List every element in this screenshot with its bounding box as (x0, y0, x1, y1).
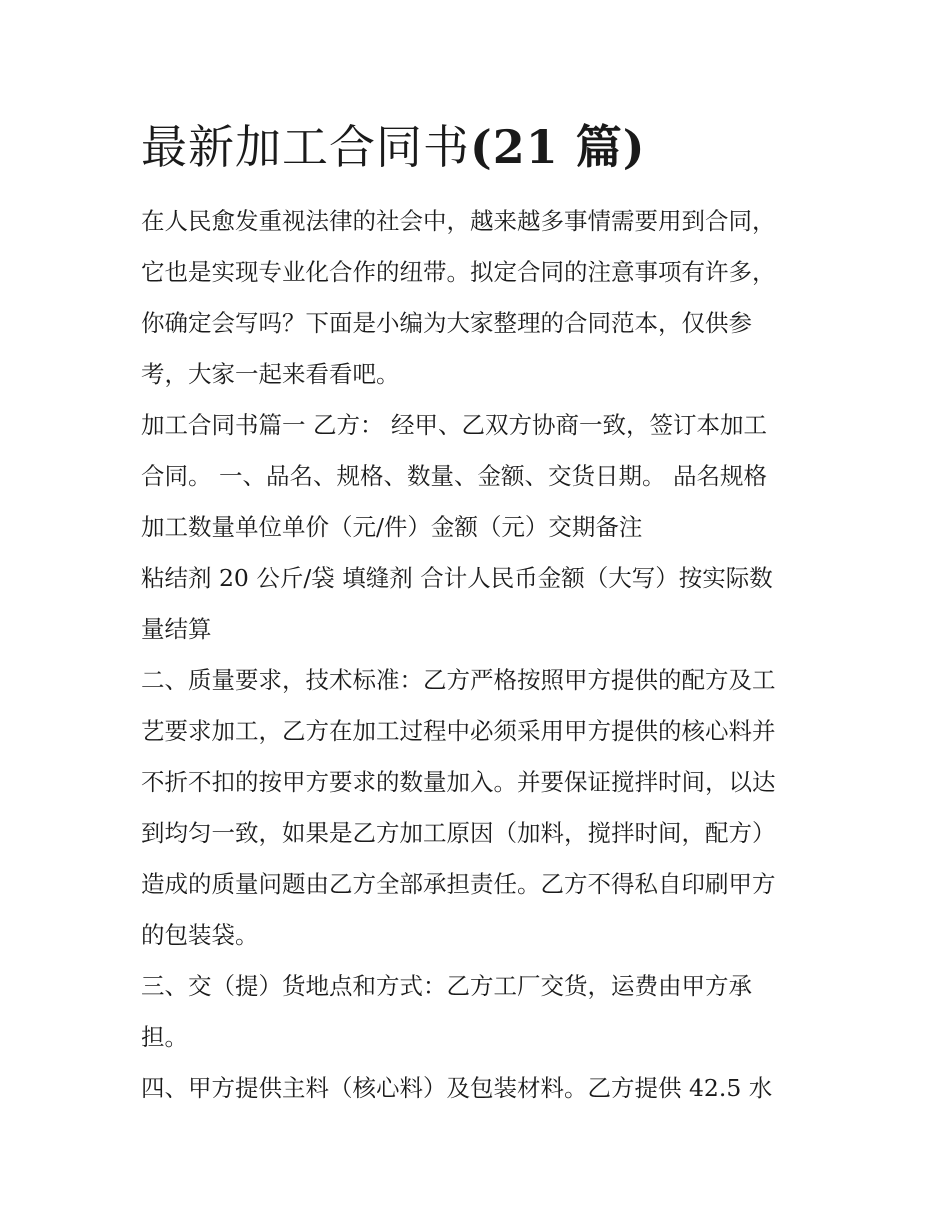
text-line: 量结算 (141, 615, 212, 643)
text-line: 它也是实现专业化合作的纽带。拟定合同的注意事项有许多， (141, 258, 776, 286)
text-line: 你确定会写吗？下面是小编为大家整理的合同范本，仅供参 (141, 309, 752, 337)
text-line: 二、质量要求，技术标准：乙方严格按照甲方提供的配方及工 (141, 666, 776, 694)
document-page (141, 112, 821, 1114)
document-title-main: 最新加工合同书 (141, 120, 470, 174)
text-line: 粘结剂 20 公斤/袋 填缝剂 合计人民币金额（大写）按实际数 (141, 564, 773, 592)
intro-paragraph (141, 196, 821, 400)
text-line: 不折不扣的按甲方要求的数量加入。并要保证搅拌时间，以达 (141, 768, 776, 796)
text-line: 加工数量单位单价（元/件）金额（元）交期备注 (141, 513, 643, 541)
text-line: 的包装袋。 (141, 921, 259, 949)
document-title (141, 112, 821, 182)
text-line: 到均匀一致，如果是乙方加工原因（加料，搅拌时间，配方） (141, 819, 776, 847)
section-three-paragraph (141, 961, 821, 1063)
text-line: 艺要求加工，乙方在加工过程中必须采用甲方提供的核心料并 (141, 717, 776, 745)
text-line: 四、甲方提供主料（核心料）及包装材料。乙方提供 42.5 水 (141, 1074, 773, 1102)
document-title-suffix: (21 篇) (470, 120, 646, 174)
section-four-paragraph (141, 1063, 821, 1114)
text-line: 担。 (141, 1023, 188, 1051)
text-line: 合同。 一、品名、规格、数量、金额、交货日期。 品名规格 (141, 462, 767, 490)
section-two-paragraph (141, 655, 821, 961)
text-line: 在人民愈发重视法律的社会中，越来越多事情需要用到合同， (141, 207, 776, 235)
text-line: 三、交（提）货地点和方式：乙方工厂交货，运费由甲方承 (141, 972, 752, 1000)
text-line: 考，大家一起来看看吧。 (141, 360, 400, 388)
text-line: 造成的质量问题由乙方全部承担责任。乙方不得私自印刷甲方 (141, 870, 776, 898)
section-one-paragraph (141, 400, 821, 655)
text-line: 加工合同书篇一 乙方： 经甲、乙双方协商一致，签订本加工 (141, 411, 767, 439)
